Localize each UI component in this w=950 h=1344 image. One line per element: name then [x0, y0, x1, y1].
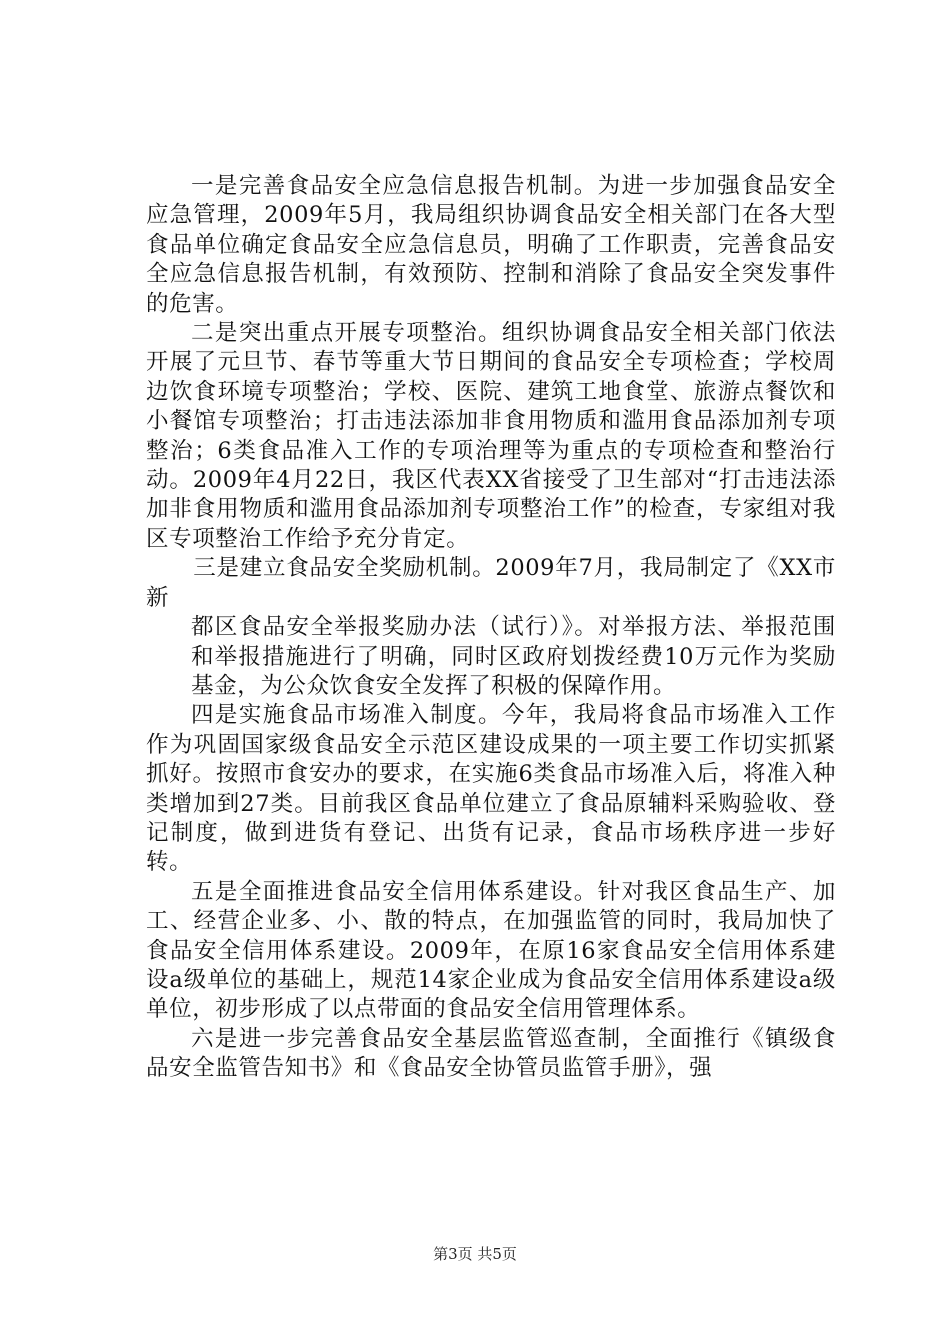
- paragraph-reward-continuation: 都区食品安全举报奖励办法（试行）》。对举报方法、举报范围和举报措施进行了明确，同时区政府划拨经费10万元作为奖励基金，为公众饮食安全发挥了积极的保障作用。: [191, 614, 836, 699]
- paragraph-emergency-info: 一是完善食品安全应急信息报告机制。为进一步加强食品安全应急管理，2009年5月，我局组织协调食品安全相关部门在各大型食品单位确定食品安全应急信息员，明确了工作职责，完善食品安全应急信息报告机制，有效预防、控制和消除了食品安全突发事件的危害。: [146, 173, 836, 317]
- paragraph-reward-mechanism: 三是建立食品安全奖励机制。2009年7月，我局制定了《XX市新: [146, 555, 836, 611]
- paragraph-special-rectification: 二是突出重点开展专项整治。组织协调食品安全相关部门依法开展了元旦节、春节等重大节日期间的食品安全专项检查；学校周边饮食环境专项整治；学校、医院、建筑工地食堂、旅游点餐饮和小餐馆专项整治；打击违法添加非食用物质和滥用食品添加剂专项整治；6类食品准入工作的专项治理等为重点的专项检查和整治行动。2009年4月22日，我区代表XX省接受了卫生部对“打击违法添加非食用物质和滥用食品添加剂专项整治工作”的检查，专家组对我区专项整治工作给予充分肯定。: [146, 320, 836, 552]
- paragraph-credit-system: 五是全面推进食品安全信用体系建设。针对我区食品生产、加工、经营企业多、小、散的特点，在加强监管的同时，我局加快了食品安全信用体系建设。2009年，在原16家食品安全信用体系建设a级单位的基础上，规范14家企业成为食品安全信用体系建设a级单位，初步形成了以点带面的食品安全信用管理体系。: [146, 878, 836, 1023]
- document-body: [146, 172, 836, 1084]
- paragraph-market-access: 四是实施食品市场准入制度。今年，我局将食品市场准入工作作为巩固国家级食品安全示范区建设成果的一项主要工作切实抓紧抓好。按照市食安办的要求，在实施6类食品市场准入后，将准入种类增加到27类。目前我区食品单位建立了食品原辅料采购验收、登记制度，做到进货有登记、出货有记录，食品市场秩序进一步好转。: [146, 702, 836, 876]
- paragraph-grassroots-supervision: 六是进一步完善食品安全基层监管巡查制，全面推行《镇级食品安全监管告知书》和《食品安全协管员监管手册》，强: [146, 1025, 836, 1082]
- page-number-footer: 第3页 共5页: [433, 1245, 517, 1263]
